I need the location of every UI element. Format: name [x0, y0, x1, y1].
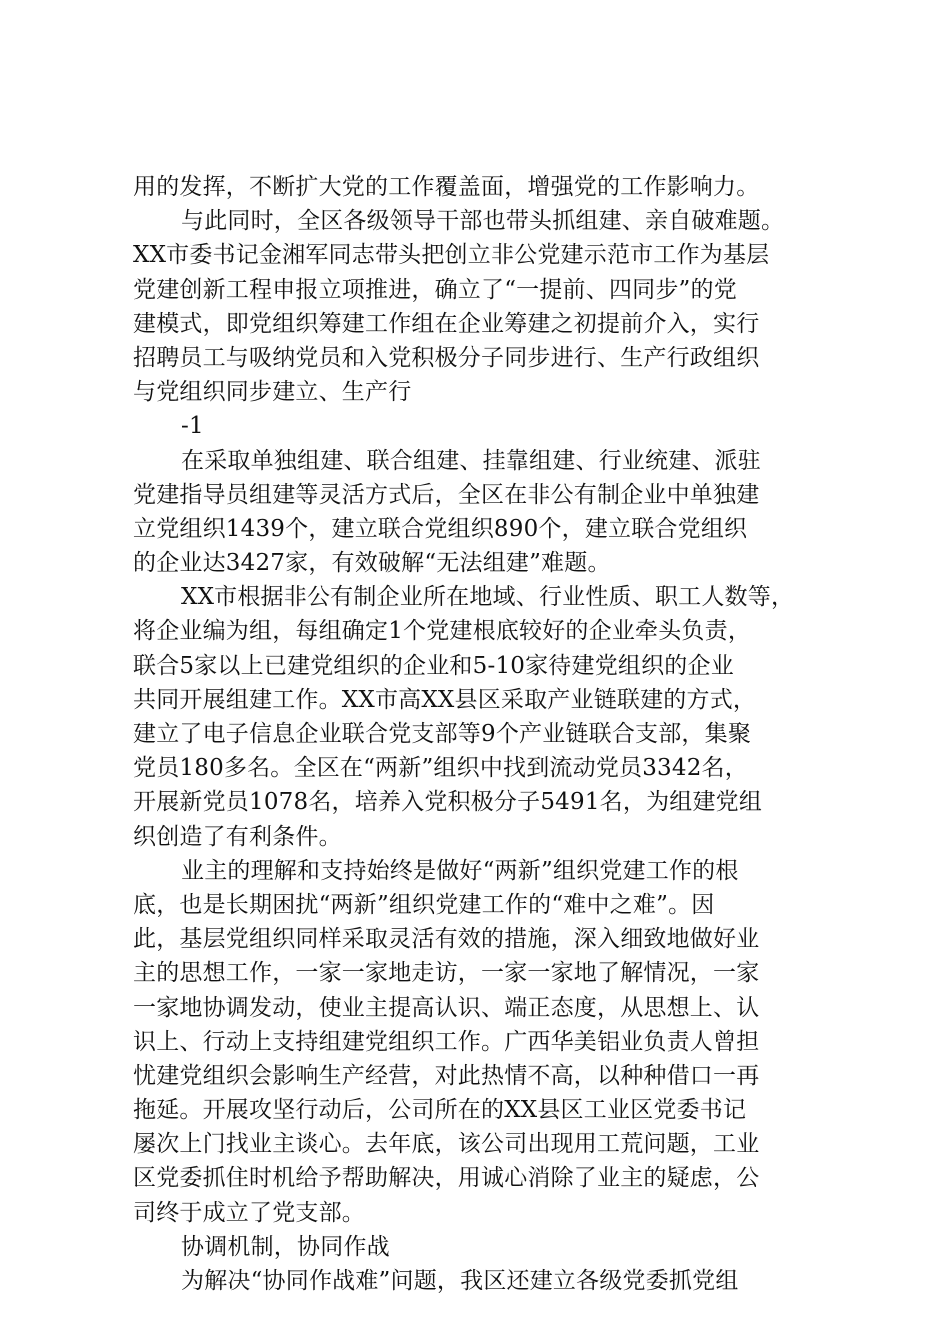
text-line: 立党组织1439个，建立联合党组织890个，建立联合党组织 — [133, 515, 748, 542]
text-line: 党建指导员组建等灵活方式后，全区在非公有制企业中单独建 — [133, 481, 760, 508]
text-line: 共同开展组建工作。XX市高XX县区采取产业链联建的方式， — [133, 686, 757, 713]
text-line: 织创造了有利条件。 — [133, 823, 342, 850]
text-line: 业主的理解和支持始终是做好“两新”组织党建工作的根 — [181, 857, 739, 884]
text-line: 将企业编为组，每组确定1个党建根底较好的企业牵头负责， — [133, 618, 752, 645]
text-line: 用的发挥，不断扩大党的工作覆盖面，增强党的工作影响力。 — [133, 174, 760, 200]
text-line: 屡次上门找业主谈心。去年底，该公司出现用工荒问题，工业 — [133, 1131, 760, 1158]
text-line: 为解决“协同作战难”问题，我区还建立各级党委抓党组 — [181, 1268, 739, 1294]
text-line: XX市委书记金湘军同志带头把创立非公党建示范市工作为基层 — [133, 242, 770, 269]
text-line: 司终于成立了党支部。 — [133, 1199, 365, 1226]
text-line: 联合5家以上已建党组织的企业和5-10家待建党组织的企业 — [133, 652, 734, 679]
text-line: 主的思想工作，一家一家地走访，一家一家地了解情况，一家 — [133, 960, 760, 987]
text-line: 党建创新工程申报立项推进，确立了“一提前、四同步”的党 — [133, 276, 737, 303]
text-line: 建模式，即党组织筹建工作组在企业筹建之初提前介入，实行 — [133, 310, 760, 337]
text-line: 识上、行动上支持组建党组织工作。广西华美铝业负责人曾担 — [133, 1028, 760, 1055]
text-line: -1 — [181, 413, 204, 440]
text-line: 底，也是长期困扰“两新”组织党建工作的“难中之难”。因 — [133, 891, 715, 918]
text-line: 此，基层党组织同样采取灵活有效的措施，深入细致地做好业 — [133, 926, 760, 953]
text-line: 招聘员工与吸纳党员和入党积极分子同步进行、生产行政组织 — [133, 344, 760, 371]
text-line: 协调机制，协同作战 — [181, 1233, 390, 1260]
text-line: 在采取单独组建、联合组建、挂靠组建、行业统建、派驻 — [181, 447, 761, 474]
text-line: 与党组织同步建立、生产行 — [133, 379, 412, 406]
text-line: 与此同时，全区各级领导干部也带头抓组建、亲自破难题。 — [181, 208, 785, 235]
text-line: 开展新党员1078名，培养入党积极分子5491名，为组建党组 — [133, 789, 763, 816]
document-body — [133, 170, 833, 1298]
text-line: XX市根据非公有制企业所在地域、行业性质、职工人数等， — [181, 584, 795, 611]
text-line: 区党委抓住时机给予帮助解决，用诚心消除了业主的疑虑，公 — [133, 1165, 760, 1192]
text-line: 忧建党组织会影响生产经营，对此热情不高，以种种借口一再 — [133, 1062, 760, 1089]
text-line: 建立了电子信息企业联合党支部等9个产业链联合支部，集聚 — [133, 721, 752, 747]
text-line: 一家地协调发动，使业主提高认识、端正态度，从思想上、认 — [133, 994, 760, 1021]
text-line: 的企业达3427家，有效破解“无法组建”难题。 — [133, 550, 611, 577]
text-line: 拖延。开展攻坚行动后，公司所在的XX县区工业区党委书记 — [133, 1097, 747, 1124]
text-line: 党员180多名。全区在“两新”组织中找到流动党员3342名， — [133, 755, 748, 782]
